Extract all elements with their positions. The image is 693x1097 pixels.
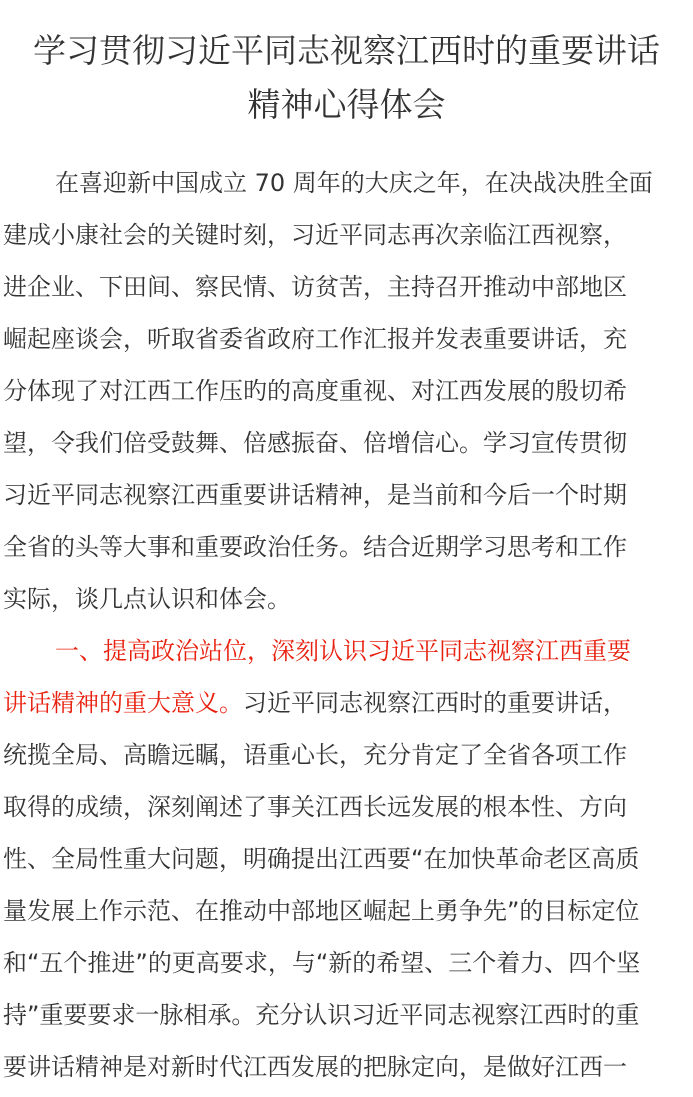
paragraph-line: 取得的成绩，深刻阐述了事关江西长远发展的根本性、方向 — [3, 793, 627, 821]
paragraph-line: 性、全局性重大问题，明确提出江西要“在加快革命老区高质 — [3, 845, 640, 873]
paragraph-line: 统揽全局、高瞻远瞩，语重心长，充分肯定了全省各项工作 — [3, 741, 627, 769]
document-title — [0, 24, 693, 132]
title-line-1: 学习贯彻习近平同志视察江西时的重要讲话 — [33, 31, 660, 70]
paragraph-line: 进企业、下田间、察民情、访贫苦，主持召开推动中部地区 — [3, 273, 627, 301]
paragraph-line: 崛起座谈会，听取省委省政府工作汇报并发表重要讲话，充 — [3, 325, 627, 353]
paragraph-line: 量发展上作示范、在推动中部地区崛起上勇争先”的目标定位 — [3, 897, 640, 925]
section-heading-line: 一、提高政治站位，深刻认识习近平同志视察江西重要 — [55, 637, 631, 665]
paragraph-line: 和“五个推进”的更高要求，与“新的希望、三个着力、四个坚 — [3, 949, 641, 977]
paragraph-line: 全省的头等大事和重要政治任务。结合近期学习思考和工作 — [3, 533, 627, 561]
paragraph-line: 实际，谈几点认识和体会。 — [3, 585, 291, 613]
paragraph-text: 习近平同志视察江西时的重要讲话， — [243, 689, 627, 717]
paragraph-section-one — [3, 625, 691, 1093]
paragraph-line: 持”重要要求一脉相承。充分认识习近平同志视察江西时的重 — [3, 1001, 640, 1029]
paragraph-line: 分体现了对江西工作压旳的高度重视、对江西发展的殷切希 — [3, 377, 627, 405]
paragraph-line: 望，令我们倍受鼓舞、倍感振奋、倍增信心。学习宣传贯彻 — [3, 429, 627, 457]
paragraph-line: 在喜迎新中国成立 70 周年的大庆之年，在决战决胜全面 — [55, 169, 653, 197]
section-heading-tail: 讲话精神的重大意义。 — [3, 689, 243, 717]
paragraph-intro — [3, 157, 691, 625]
paragraph-line — [3, 677, 691, 729]
paragraph-line: 建成小康社会的关键时刻，习近平同志再次亲临江西视察， — [3, 221, 627, 249]
title-line-2: 精神心得体会 — [247, 85, 446, 124]
paragraph-line: 习近平同志视察江西重要讲话精神，是当前和今后一个时期 — [3, 481, 627, 509]
paragraph-line: 要讲话精神是对新时代江西发展的把脉定向，是做好江西一 — [3, 1053, 627, 1081]
